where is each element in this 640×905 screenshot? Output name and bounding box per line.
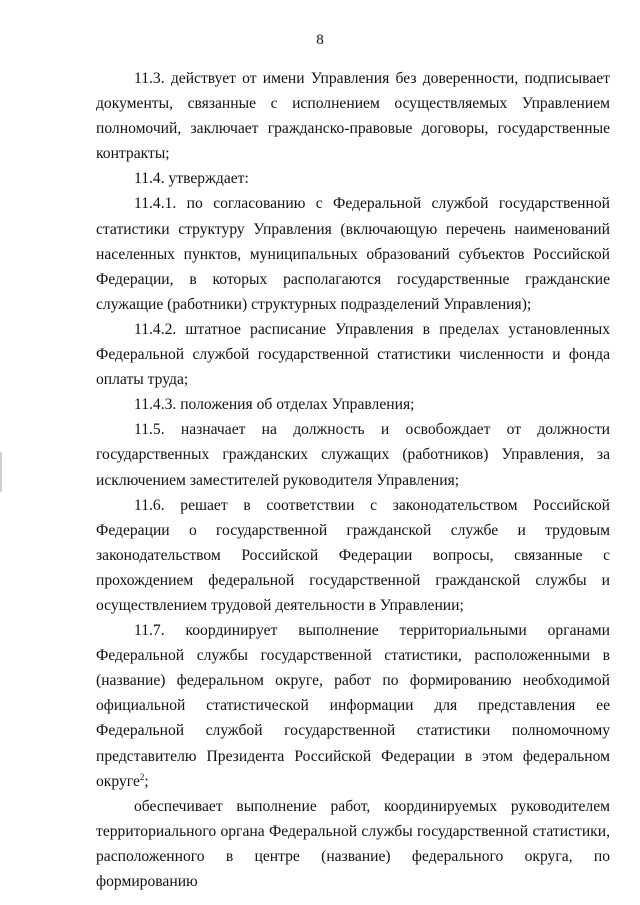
paragraph-11-4: 11.4. утверждает: xyxy=(134,170,249,188)
paragraph-11-7 xyxy=(96,618,610,794)
paragraph-11-4-2: 11.4.2. штатное расписание Управления в пределах установленных Федеральной службой государственной статистики численности и фонда оплаты труда; xyxy=(96,320,610,389)
document-body xyxy=(96,66,610,894)
paragraph-11-4-1: 11.4.1. по согласованию с Федеральной службой государственной статистики структуру Управления (включающую перечень наименований населенных пунктов, муниципальных образований субъектов Российской Федерации, в которых располагаются государственные гражданские служащие (работники) структурных подразделений Управления); xyxy=(96,195,610,313)
paragraph-11-6: 11.6. решает в соответствии с законодательством Российской Федерации о государственной гражданской службе и трудовым законодательством Российской Федерации вопросы, связанные с прохождением федеральной государственной гражданской службы и осуществлением трудовой деятельности в Управлении; xyxy=(96,496,610,614)
paragraph-11-7-suffix: ; xyxy=(144,772,149,790)
scan-edge-mark xyxy=(0,452,2,492)
page-number: 8 xyxy=(316,32,324,48)
paragraph-11-4-3: 11.4.3. положения об отделах Управления; xyxy=(134,396,415,414)
paragraph-11-5: 11.5. назначает на должность и освобождает от должности государственных гражданских служащих (работников) Управления, за исключением заместителей руководителя Управления; xyxy=(96,421,610,489)
paragraph-11-3: 11.3. действует от имени Управления без доверенности, подписывает документы, связанные с исполнением осуществляемых Управлением полномочий, заключает гражданско-правовые договоры, государственные контракты; xyxy=(96,70,610,163)
footnote-mark: 2 xyxy=(139,771,145,782)
paragraph-continuation: обеспечивает выполнение работ, координируемых руководителем территориального органа Федеральной службы государственной статистики, расположенного в центре (название) федерального округа, по формированию xyxy=(96,797,610,890)
paragraph-11-7-text: 11.7. координирует выполнение территориальными органами Федеральной службы государственной статистики, расположенными в (название) федеральном округе, работ по формированию необходимой официальной статистической информации для представления ее Федеральной службой государственной статистики полномочному представителю Президента Российской Федерации в этом федеральном округе xyxy=(96,622,610,790)
